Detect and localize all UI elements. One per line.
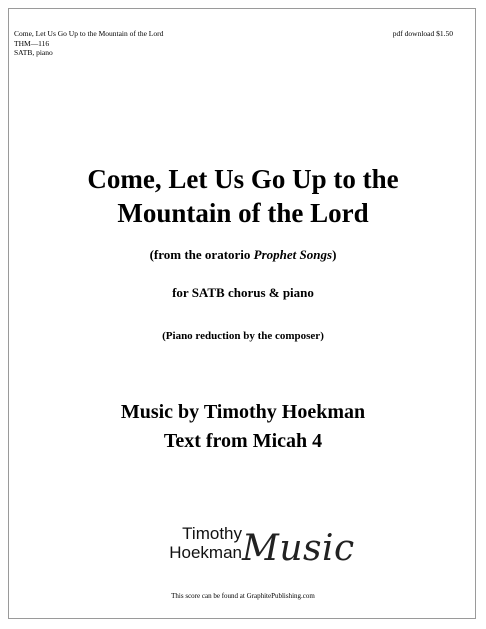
- credits: [0, 398, 486, 456]
- subtitle: [0, 247, 486, 263]
- logo-last-name: Hoekman: [169, 543, 242, 562]
- text-credit: Text from Micah 4: [163, 430, 323, 452]
- publisher-logo: [146, 524, 356, 574]
- reduction-note: (Piano reduction by the composer): [162, 330, 324, 342]
- logo-first-name: Timothy: [182, 524, 242, 543]
- subtitle-work: Prophet Songs: [253, 247, 333, 262]
- header-voicing: SATB, piano: [14, 48, 53, 57]
- footer-note: This score can be found at GraphitePublishing.com: [171, 592, 315, 600]
- page-title: [0, 162, 486, 230]
- header-info: [14, 29, 163, 58]
- scoring-line: for SATB chorus & piano: [172, 285, 314, 300]
- logo-music-word: Music: [242, 528, 355, 569]
- subtitle-prefix: (from the oratorio: [149, 247, 254, 262]
- title-line-2: Mountain of the Lord: [117, 198, 369, 228]
- header-price: pdf download $1.50: [392, 29, 453, 38]
- subtitle-suffix: ): [332, 247, 337, 262]
- header-catalog-number: THM—116: [14, 38, 50, 48]
- music-credit: Music by Timothy Hoekman: [120, 401, 366, 423]
- header-title: Come, Let Us Go Up to the Mountain of the Lord: [14, 29, 164, 38]
- logo-name: [146, 524, 242, 562]
- title-line-1: Come, Let Us Go Up to the: [87, 164, 399, 194]
